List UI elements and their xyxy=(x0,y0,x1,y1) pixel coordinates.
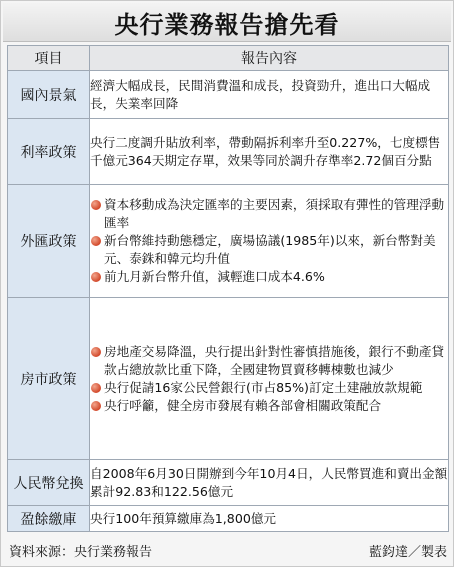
row-label: 國內景氣 xyxy=(8,71,90,119)
column-header-item: 項目 xyxy=(8,46,90,71)
row-content xyxy=(90,119,449,185)
row-label: 人民幣兌換 xyxy=(8,460,90,506)
bullet-item: 新台幣維持動態穩定，廣場協議(1985年)以來，新台幣對美元、泰銖和韓元均升值 xyxy=(90,232,448,268)
content-text: 自2008年6月30日開辦到今年10月4日，人民幣買進和賣出金額累計92.83和122.56億元 xyxy=(90,465,448,499)
table-row xyxy=(8,71,449,119)
row-content xyxy=(90,185,449,298)
column-header-content: 報告內容 xyxy=(90,46,449,71)
row-content xyxy=(90,460,449,506)
bullet-item: 房地產交易降溫，央行提出針對性審慎措施後，銀行不動產貸款占總放款比重下降，全國建物買賣移轉棟數也減少 xyxy=(90,343,448,379)
row-content xyxy=(90,71,449,119)
table-row xyxy=(8,460,449,506)
table-row xyxy=(8,119,449,185)
bullet-item: 資本移動成為決定匯率的主要因素，須採取有彈性的管理浮動匯率 xyxy=(90,196,448,232)
credit-note: 藍鈞達／製表 xyxy=(368,545,447,560)
content-text: 經濟大幅成長，民間消費溫和成長，投資勁升，進出口大幅成長，失業率回降 xyxy=(90,77,431,111)
report-table xyxy=(7,45,449,532)
row-label: 利率政策 xyxy=(8,119,90,185)
row-label: 外匯政策 xyxy=(8,185,90,298)
table-row xyxy=(8,506,449,532)
content-text: 央行二度調升貼放利率，帶動隔拆利率升至0.227%，七度標售千億元364天期定存單，效果等同於調升存準率2.72個百分點 xyxy=(90,134,441,168)
table-row xyxy=(8,298,449,460)
row-content xyxy=(90,506,449,532)
source-note: 資料來源：央行業務報告 xyxy=(9,545,153,560)
content-text: 央行100年預算繳庫為1,800億元 xyxy=(90,510,277,526)
row-label: 盈餘繳庫 xyxy=(8,506,90,532)
row-label: 房市政策 xyxy=(8,298,90,460)
bullet-item: 央行呼籲，健全房市發展有賴各部會相關政策配合 xyxy=(90,397,448,415)
table-header-row xyxy=(8,46,449,71)
table-row xyxy=(8,185,449,298)
infographic-title: 央行業務報告搶先看 xyxy=(3,3,451,42)
row-content xyxy=(90,298,449,460)
bullet-item: 央行促請16家公民營銀行(市占85%)訂定土建融放款規範 xyxy=(90,379,448,397)
bullet-item: 前九月新台幣升值，減輕進口成本4.6% xyxy=(90,268,448,286)
footer xyxy=(9,544,447,562)
